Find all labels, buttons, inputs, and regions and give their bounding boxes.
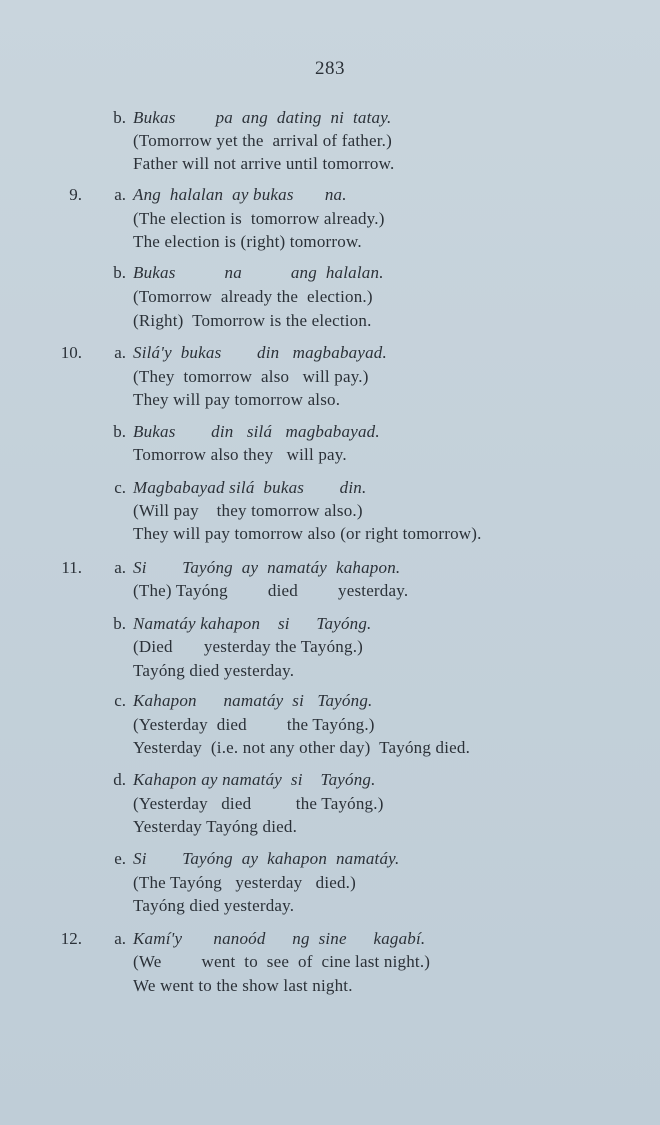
literal-translation: (Yesterday died the Tayóng.) <box>133 794 384 813</box>
free-translation: Tomorrow also they will pay. <box>133 445 347 464</box>
literal-translation: (Tomorrow already the election.) <box>133 287 373 306</box>
sub-label: b. <box>113 108 126 127</box>
sub-label: c. <box>114 478 126 497</box>
sub-label: e. <box>114 849 126 868</box>
tagalog-sentence: Bukas din silá magbabayad. <box>133 422 380 441</box>
literal-translation: (The election is tomorrow already.) <box>133 209 385 228</box>
free-translation: (The) Tayóng died yesterday. <box>133 581 409 600</box>
free-translation: Tayóng died yesterday. <box>133 896 295 915</box>
sub-label: a. <box>114 185 126 204</box>
sub-label: b. <box>113 422 126 441</box>
tagalog-sentence: Namatáy kahapon si Tayóng. <box>133 614 372 633</box>
free-translation: Tayóng died yesterday. <box>133 661 295 680</box>
sub-label: a. <box>114 343 126 362</box>
tagalog-sentence: Kamí'y nanoód ng sine kagabí. <box>133 929 426 948</box>
item-number: 11. <box>61 558 82 577</box>
tagalog-sentence: Magbabayad silá bukas din. <box>133 478 367 497</box>
item-number: 9. <box>69 185 82 204</box>
free-translation: The election is (right) tomorrow. <box>133 232 362 251</box>
free-translation: They will pay tomorrow also (or right tomorrow). <box>133 524 482 543</box>
item-number: 10. <box>60 343 82 362</box>
free-translation: Father will not arrive until tomorrow. <box>133 154 395 173</box>
tagalog-sentence: Si Tayóng ay kahapon namatáy. <box>133 849 400 868</box>
page-number: 283 <box>315 58 345 79</box>
free-translation: (Right) Tomorrow is the election. <box>133 311 372 330</box>
free-translation: Yesterday Tayóng died. <box>133 817 298 836</box>
sub-label: b. <box>113 263 126 282</box>
tagalog-sentence: Ang halalan ay bukas na. <box>133 185 347 204</box>
tagalog-sentence: Bukas na ang halalan. <box>133 263 384 282</box>
item-number: 12. <box>60 929 82 948</box>
tagalog-sentence: Silá'y bukas din magbabayad. <box>133 343 387 362</box>
literal-translation: (Died yesterday the Tayóng.) <box>133 637 364 656</box>
literal-translation: (The Tayóng yesterday died.) <box>133 873 356 892</box>
tagalog-sentence: Kahapon namatáy si Tayóng. <box>133 691 373 710</box>
literal-translation: (They tomorrow also will pay.) <box>133 367 369 386</box>
tagalog-sentence: Kahapon ay namatáy si Tayóng. <box>133 770 376 789</box>
tagalog-sentence: Bukas pa ang dating ni tatay. <box>133 108 392 127</box>
sub-label: d. <box>113 770 126 789</box>
sub-label: a. <box>114 558 126 577</box>
literal-translation: (Yesterday died the Tayóng.) <box>133 715 375 734</box>
sub-label: a. <box>114 929 126 948</box>
literal-translation: (We went to see of cine last night.) <box>133 952 431 971</box>
free-translation: They will pay tomorrow also. <box>133 390 341 409</box>
sub-label: c. <box>114 691 126 710</box>
free-translation: Yesterday (i.e. not any other day) Tayóng died. <box>133 738 471 757</box>
free-translation: We went to the show last night. <box>133 976 353 995</box>
literal-translation: (Will pay they tomorrow also.) <box>133 501 363 520</box>
tagalog-sentence: Si Tayóng ay namatáy kahapon. <box>133 558 401 577</box>
sub-label: b. <box>113 614 126 633</box>
literal-translation: (Tomorrow yet the arrival of father.) <box>133 131 392 150</box>
